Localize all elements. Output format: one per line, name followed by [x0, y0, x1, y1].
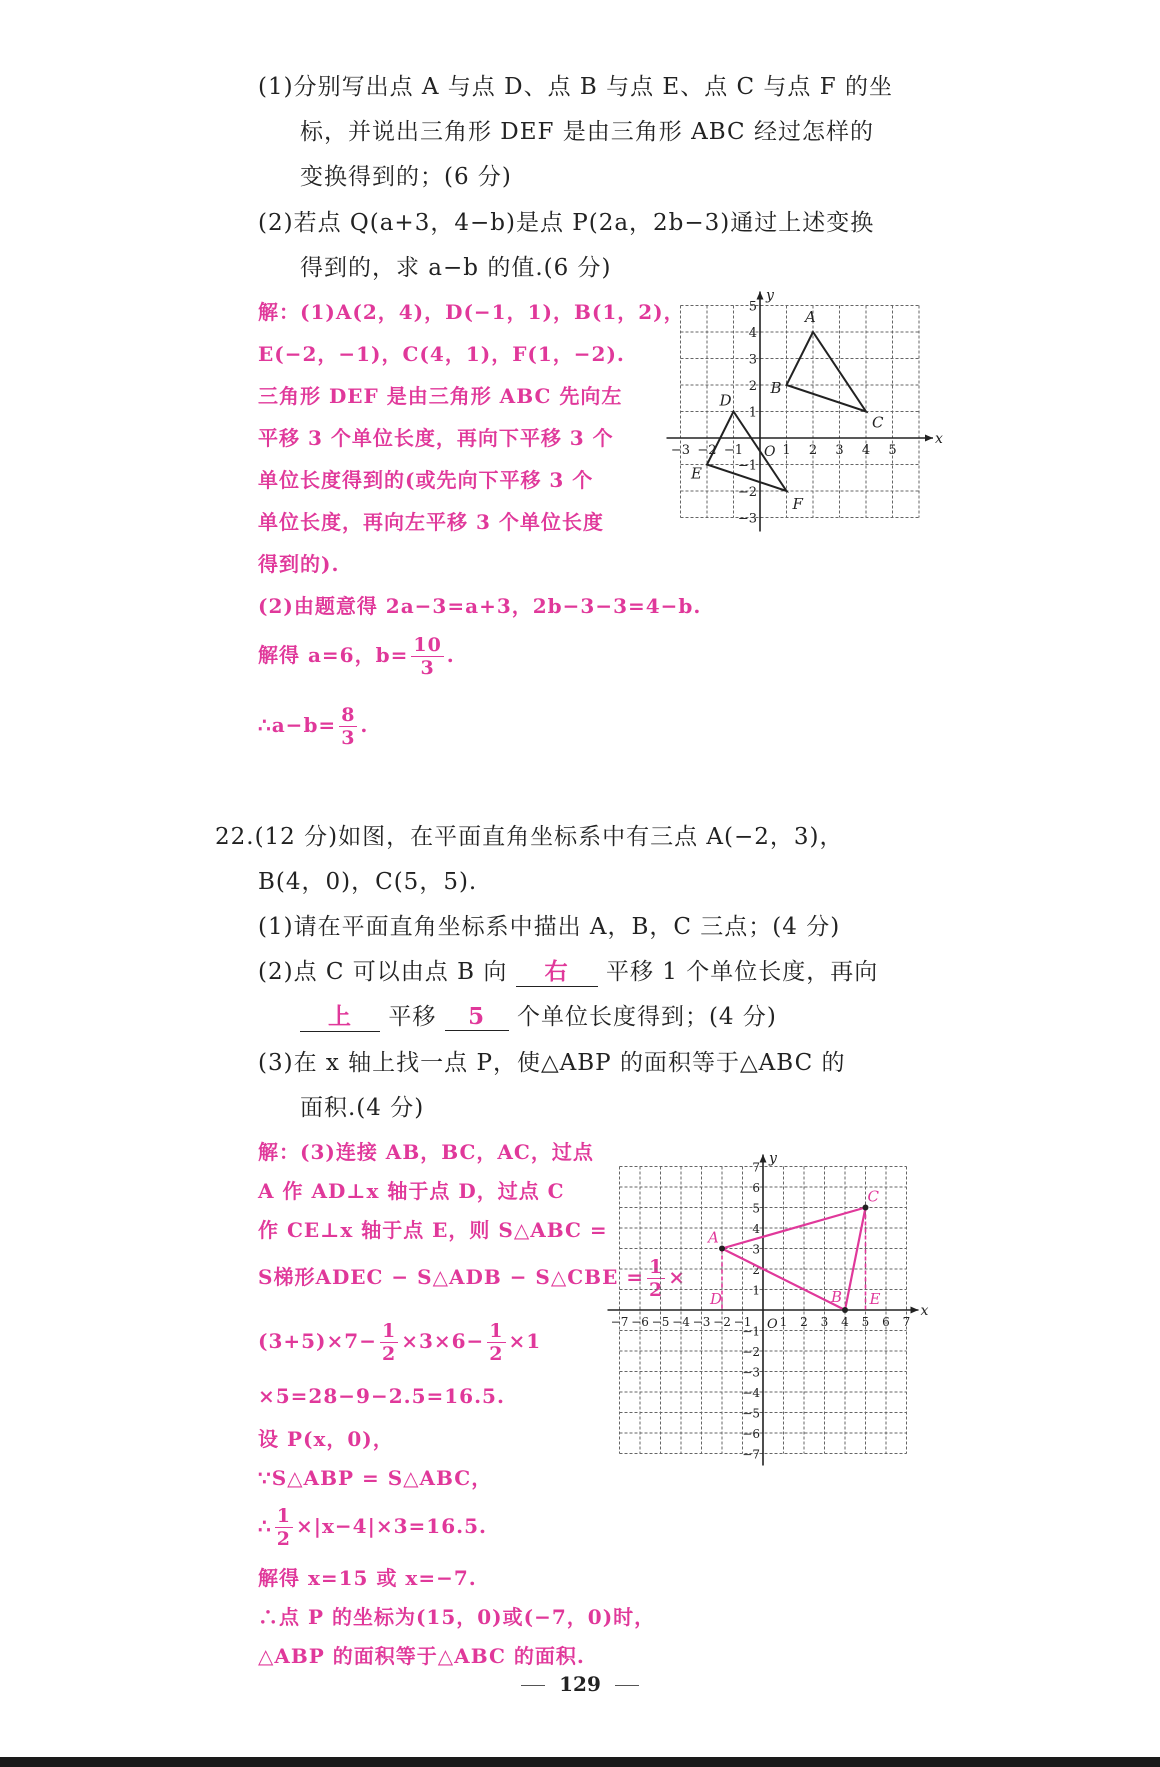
q21-solution-line: E(−2，−1)，C(4，1)，F(1，−2). — [258, 342, 625, 366]
q22-solution-line: 设 P(x，0)， — [258, 1427, 394, 1451]
q21-solution-line: 平移 3 个单位长度，再向下平移 3 个 — [258, 426, 614, 450]
y-tick-label: −4 — [742, 1386, 760, 1400]
point-label: F — [792, 495, 803, 513]
point-label: C — [867, 1187, 879, 1206]
fraction-denominator: 3 — [420, 657, 435, 679]
y-tick-label: −3 — [737, 511, 757, 527]
q21-solution-solve: 解得 a=6，b= $\frac{10}{3}$ . — [258, 634, 455, 679]
q22-heading-line2: B(4，0)，C(5，5). — [258, 869, 478, 895]
equation-prefix: ∴ — [258, 1514, 272, 1538]
x-tick-label: −5 — [651, 1315, 670, 1329]
q22-part2-text-c: 平移 — [388, 1004, 437, 1030]
q21-solution-line: 解：(1)A(2，4)，D(−1，1)，B(1，2)， — [258, 300, 685, 324]
q21-solution-line: 三角形 DEF 是由三角形 ABC 先向左 — [258, 384, 623, 408]
x-tick-label: −6 — [631, 1315, 649, 1329]
fraction-denominator: 3 — [341, 727, 356, 749]
y-axis-arrow — [757, 292, 764, 300]
q22-part2-line2 — [300, 998, 777, 1032]
fraction-denominator: 2 — [276, 1528, 291, 1550]
origin-label: O — [767, 1317, 778, 1332]
origin-label: O — [764, 444, 776, 460]
y-tick-label: 4 — [752, 1222, 760, 1236]
answer-blank-direction1: 右 — [516, 953, 598, 987]
x-tick-label: 2 — [800, 1315, 808, 1329]
footer-bar — [0, 1757, 1160, 1767]
y-tick-label: 5 — [748, 299, 757, 315]
x-tick-label: 1 — [782, 443, 791, 458]
q22-solution-line: 解：(3)连接 AB，BC，AC，过点 — [258, 1140, 594, 1164]
q22-solution-line — [258, 1505, 487, 1550]
x-axis-label: x — [935, 431, 943, 447]
point-label: D — [710, 1290, 723, 1308]
y-tick-label: 1 — [748, 405, 757, 421]
x-tick-label: −1 — [723, 443, 744, 458]
point-dot — [719, 1246, 725, 1252]
q22-solution-line: 作 CE⊥x 轴于点 E，则 S△ABC = — [258, 1218, 608, 1242]
y-tick-label: 7 — [752, 1160, 760, 1175]
q22-part2-text-b: 平移 1 个单位长度，再向 — [605, 959, 879, 985]
fraction-numerator: 1 — [381, 1320, 397, 1342]
calc-part-b: ×3×6− — [401, 1329, 485, 1353]
solve-prefix: 解得 a=6，b= — [258, 643, 409, 667]
point-label: A — [708, 1228, 719, 1247]
x-axis-label: x — [920, 1303, 929, 1319]
point-label: B — [770, 379, 782, 397]
result-prefix: ∴a−b= — [258, 713, 337, 737]
y-tick-label: −1 — [742, 1324, 760, 1339]
fraction-numerator: 1 — [276, 1505, 291, 1527]
x-tick-label: −7 — [610, 1315, 629, 1329]
y-tick-label: −7 — [742, 1447, 760, 1462]
y-axis-label: y — [769, 1150, 777, 1167]
y-tick-label: −2 — [742, 1345, 760, 1359]
y-tick-label: −5 — [742, 1406, 760, 1421]
q22-solution-line: 解得 x=15 或 x=−7. — [258, 1566, 477, 1590]
page-number-text: 129 — [559, 1672, 601, 1696]
q22-coordinate-graph — [585, 1135, 935, 1460]
y-tick-label: 5 — [752, 1201, 760, 1216]
fraction — [275, 1505, 293, 1550]
fraction-numerator: 8 — [341, 704, 356, 726]
area-formula-suffix: × — [668, 1265, 687, 1289]
page-number — [0, 1672, 1160, 1696]
x-tick-label: 4 — [841, 1315, 849, 1329]
x-tick-label: −2 — [713, 1315, 731, 1329]
x-tick-label: 2 — [808, 443, 818, 458]
q22-part3-line1: (3)在 x 轴上找一点 P，使△ABP 的面积等于△ABC 的 — [258, 1050, 846, 1076]
answer-blank-units: 5 — [445, 1003, 509, 1031]
fraction-denominator: 2 — [489, 1343, 504, 1365]
y-tick-label: −2 — [737, 485, 757, 500]
q21-solution-line: (2)由题意得 2a−3=a+3，2b−3−3=4−b. — [258, 594, 702, 618]
point-label: E — [869, 1290, 881, 1308]
triangle-abc — [722, 1208, 866, 1311]
y-axis-label: y — [766, 287, 774, 304]
q22-solution-line: ∵S△ABP = S△ABC， — [258, 1466, 493, 1490]
y-tick-label: −6 — [742, 1427, 760, 1441]
x-tick-label: −3 — [670, 443, 691, 458]
x-axis-arrow — [911, 1307, 919, 1314]
y-tick-label: 2 — [748, 379, 757, 394]
x-axis-arrow — [925, 435, 933, 442]
q21-solution-line: 单位长度得到的(或先向下平移 3 个 — [258, 468, 594, 492]
x-tick-label: 6 — [882, 1315, 890, 1329]
answer-blank-direction2: 上 — [300, 998, 380, 1032]
x-tick-label: −1 — [733, 1315, 752, 1329]
x-tick-label: 3 — [820, 1315, 829, 1329]
x-tick-label: −3 — [692, 1315, 711, 1329]
page-number-dash — [521, 1685, 545, 1686]
y-tick-label: 3 — [752, 1242, 760, 1257]
point-dot — [842, 1307, 848, 1313]
x-tick-label: −2 — [697, 443, 717, 458]
fraction-denominator: 2 — [381, 1343, 397, 1365]
fraction — [339, 704, 357, 749]
q22-part3-line2: 面积.(4 分) — [300, 1095, 425, 1121]
x-tick-label: −4 — [672, 1315, 690, 1329]
point-label: D — [719, 391, 732, 410]
q22-solution-line — [258, 1320, 541, 1365]
y-tick-label: 3 — [748, 352, 757, 368]
q21-coordinate-graph — [670, 287, 943, 550]
q22-part2-text-a: (2)点 C 可以由点 B 向 — [258, 959, 508, 985]
x-tick-label: 7 — [902, 1315, 911, 1329]
calc-part-a: (3+5)×7− — [258, 1329, 377, 1353]
q22-solution-line: ×5=28−9−2.5=16.5. — [258, 1384, 505, 1408]
y-tick-label: 1 — [752, 1283, 760, 1298]
y-axis-arrow — [760, 1155, 767, 1163]
q21-part2-line2: 得到的，求 a−b 的值.(6 分) — [300, 255, 612, 281]
q22-solution-line: ∴点 P 的坐标为(15，0)或(−7，0)时， — [258, 1605, 656, 1629]
q21-solution-line: 得到的). — [258, 552, 340, 576]
q22-part2-line1 — [258, 953, 878, 987]
q22-part1: (1)请在平面直角坐标系中描出 A，B，C 三点；(4 分) — [258, 914, 841, 940]
q21-part2-line1: (2)若点 Q(a+3，4−b)是点 P(2a，2b−3)通过上述变换 — [258, 210, 875, 236]
x-tick-label: 3 — [835, 443, 844, 458]
y-tick-label: −1 — [737, 458, 757, 474]
q22-heading-line1: 22.(12 分)如图，在平面直角坐标系中有三点 A(−2，3)， — [215, 824, 844, 850]
x-tick-label: 5 — [861, 1315, 870, 1329]
q21-part1-line1: (1)分别写出点 A 与点 D、点 B 与点 E、点 C 与点 F 的坐 — [258, 74, 893, 100]
y-tick-label: 4 — [748, 326, 757, 341]
point-label: C — [872, 413, 884, 432]
q22-part2-text-d: 个单位长度得到；(4 分) — [516, 1004, 777, 1030]
point-label: A — [805, 308, 816, 326]
equation-suffix: ×|x−4|×3=16.5. — [295, 1514, 487, 1538]
area-formula-prefix: S梯形ADEC − S△ADB − S△CBE = — [258, 1265, 645, 1289]
triangle-abc — [787, 332, 867, 412]
fraction — [380, 1320, 398, 1365]
q22-solution-line: △ABP 的面积等于△ABC 的面积. — [258, 1644, 585, 1668]
fraction-numerator: 1 — [649, 1256, 664, 1278]
calc-part-c: ×1 — [508, 1329, 542, 1353]
q21-part1-line3: 变换得到的；(6 分) — [300, 164, 512, 190]
fraction-numerator: 1 — [489, 1320, 504, 1342]
q21-solution-result: ∴a−b= $\frac{8}{3}$ . — [258, 704, 369, 749]
point-label: B — [831, 1288, 843, 1306]
q22-solution-line: A 作 AD⊥x 轴于点 D，过点 C — [258, 1179, 565, 1203]
x-tick-label: 5 — [888, 443, 897, 458]
x-tick-label: 1 — [779, 1315, 788, 1329]
fraction-numerator: 10 — [413, 634, 442, 656]
q21-part1-line2: 标，并说出三角形 DEF 是由三角形 ABC 经过怎样的 — [300, 119, 874, 145]
q21-solution-line: 单位长度，再向左平移 3 个单位长度 — [258, 510, 604, 534]
page-number-dash — [615, 1685, 639, 1686]
point-label: E — [691, 464, 702, 483]
y-tick-label: 6 — [752, 1181, 760, 1195]
y-tick-label: −3 — [742, 1365, 760, 1380]
fraction-denominator: 2 — [649, 1279, 664, 1301]
fraction — [487, 1320, 505, 1365]
fraction — [411, 634, 443, 679]
x-tick-label: 4 — [861, 443, 871, 458]
y-tick-label: 2 — [752, 1263, 760, 1277]
